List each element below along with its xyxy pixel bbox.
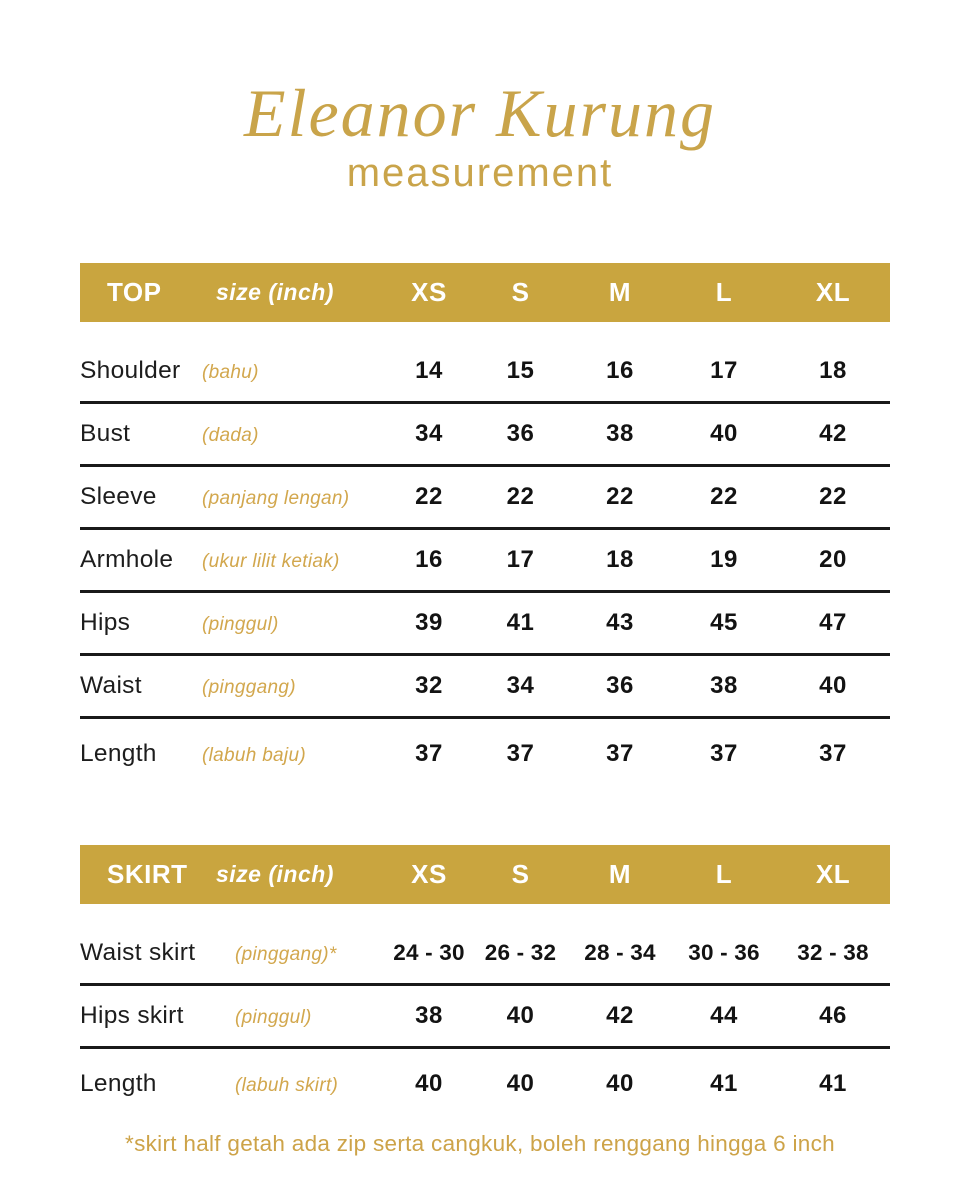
cell-value: 38 (710, 672, 738, 699)
size-unit-label: size (inch) (216, 279, 334, 305)
cell-value: 30 - 36 (688, 940, 760, 965)
cell-value: 22 (819, 483, 847, 510)
table-row (80, 322, 890, 404)
cell-value: 36 (506, 420, 535, 447)
cell-value: 22 (415, 483, 443, 510)
cell-value: 40 (506, 1070, 535, 1097)
cell-value: 44 (710, 1002, 738, 1029)
row-label: Sleeve (80, 483, 157, 510)
cell-value: 40 (710, 420, 738, 447)
size-col-s: S (511, 859, 530, 889)
cell-value: 22 (710, 483, 738, 510)
size-col-xs: XS (411, 859, 447, 889)
cell-value: 20 (819, 546, 847, 573)
table-row (80, 656, 890, 719)
row-malay-label: (ukur lilit ketiak) (202, 551, 340, 572)
size-col-s: S (511, 277, 530, 307)
cell-value: 17 (710, 357, 738, 384)
size-col-xl: XL (815, 277, 851, 307)
cell-value: 40 (506, 1002, 535, 1029)
row-malay-label: (panjang lengan) (202, 488, 350, 509)
row-malay-label: (pinggul) (202, 614, 279, 635)
cell-value: 43 (606, 609, 634, 636)
cell-value: 34 (506, 672, 535, 699)
cell-value: 37 (819, 740, 847, 767)
row-label: Hips skirt (80, 1002, 184, 1029)
cell-value: 37 (415, 740, 443, 767)
cell-value: 37 (506, 740, 535, 767)
row-malay-label: (dada) (202, 425, 259, 446)
cell-value: 40 (819, 672, 847, 699)
cell-value: 28 - 34 (584, 940, 656, 965)
cell-value: 37 (606, 740, 634, 767)
row-label: Length (80, 1070, 157, 1097)
table-row (80, 404, 890, 467)
page-title: Eleanor Kurung (244, 75, 716, 151)
size-col-l: L (715, 859, 733, 889)
row-malay-label: (pinggul) (235, 1007, 312, 1028)
cell-value: 37 (710, 740, 738, 767)
size-col-xs: XS (411, 277, 447, 307)
size-col-l: L (715, 277, 733, 307)
cell-value: 41 (819, 1070, 847, 1097)
cell-value: 14 (415, 357, 443, 384)
top-table-header (80, 263, 890, 322)
cell-value: 34 (415, 420, 443, 447)
size-col-m: M (608, 859, 632, 889)
cell-value: 32 - 38 (797, 940, 869, 965)
cell-value: 40 (415, 1070, 443, 1097)
cell-value: 19 (710, 546, 738, 573)
row-label: Bust (80, 420, 131, 447)
row-label: Length (80, 740, 157, 767)
row-malay-label: (labuh baju) (202, 745, 306, 766)
table-row (80, 530, 890, 593)
row-label: Hips (80, 609, 131, 636)
cell-value: 40 (606, 1070, 634, 1097)
cell-value: 45 (710, 609, 738, 636)
cell-value: 47 (819, 609, 847, 636)
cell-value: 18 (819, 357, 847, 384)
cell-value: 22 (506, 483, 535, 510)
size-col-xl: XL (815, 859, 851, 889)
row-label: Waist skirt (80, 939, 196, 966)
table-row (80, 593, 890, 656)
table-row (80, 904, 890, 986)
page-subtitle: measurement (346, 151, 614, 196)
size-unit-label: size (inch) (216, 861, 334, 887)
cell-value: 41 (710, 1070, 738, 1097)
cell-value: 24 - 30 (393, 940, 465, 965)
cell-value: 46 (819, 1002, 847, 1029)
top-table-title: TOP (107, 277, 162, 307)
cell-value: 17 (506, 546, 535, 573)
cell-value: 22 (606, 483, 634, 510)
cell-value: 16 (415, 546, 443, 573)
cell-value: 16 (606, 357, 634, 384)
top-measurement-table (80, 263, 890, 789)
cell-value: 15 (506, 357, 535, 384)
skirt-measurement-table (80, 845, 890, 1119)
skirt-footnote: *skirt half getah ada zip serta cangkuk, boleh renggang hingga 6 inch (125, 1131, 835, 1156)
table-row (80, 986, 890, 1049)
row-malay-label: (pinggang) (202, 677, 296, 698)
cell-value: 36 (606, 672, 634, 699)
cell-value: 38 (606, 420, 634, 447)
table-row (80, 719, 890, 789)
cell-value: 38 (415, 1002, 443, 1029)
row-label: Shoulder (80, 357, 181, 384)
row-label: Armhole (80, 546, 174, 573)
row-malay-label: (labuh skirt) (235, 1075, 339, 1096)
cell-value: 32 (415, 672, 443, 699)
cell-value: 39 (415, 609, 443, 636)
table-row (80, 1049, 890, 1119)
table-row (80, 467, 890, 530)
row-malay-label: (pinggang)* (235, 944, 337, 965)
cell-value: 41 (506, 609, 535, 636)
cell-value: 42 (606, 1002, 634, 1029)
size-col-m: M (608, 277, 632, 307)
skirt-table-title: SKIRT (107, 859, 188, 889)
title-block (0, 75, 960, 196)
skirt-table-header (80, 845, 890, 904)
cell-value: 26 - 32 (484, 940, 557, 965)
cell-value: 42 (819, 420, 847, 447)
row-label: Waist (80, 672, 142, 699)
row-malay-label: (bahu) (202, 362, 259, 383)
cell-value: 18 (606, 546, 634, 573)
